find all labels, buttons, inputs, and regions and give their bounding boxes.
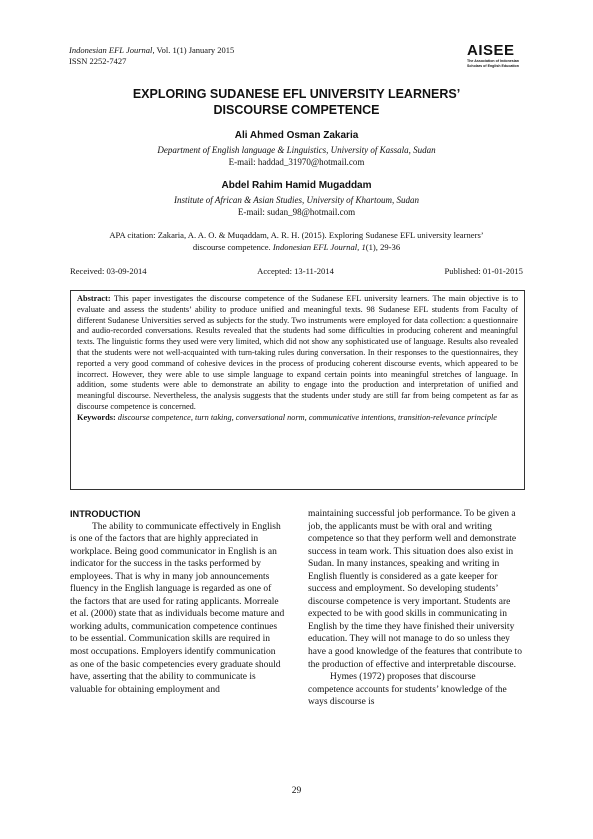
email-1: E-mail: haddad_31970@hotmail.com xyxy=(228,157,365,167)
abstract-label: Abstract: xyxy=(77,294,111,303)
journal-name: Indonesian EFL Journal xyxy=(69,45,153,55)
right-paragraph-1: maintaining successful job performance. To be given a job, the applicants must be with oral and writing competence so that they perform well and demonstrate success in team work. This situation does also exist in Sudan. In many instances, speaking and writing in English fluently is considered as a gate keeper for success and employment. So developing students’ discourse competence is very important. Students are expected to be with good skills in communicating in English by the time they have finished their university education. They will not manage to do so unless they have a good knowledge of the features that contribute to the production of effective and interpretable discourse. xyxy=(308,509,522,670)
right-paragraph-2: Hymes (1972) proposes that discourse competence accounts for students’ knowledge of the ways discourse is xyxy=(308,672,507,708)
logo-subtitle: The Association of Indonesian Scholars of English Education xyxy=(467,59,519,68)
right-column xyxy=(308,508,523,709)
affiliation-2: Institute of African & Asian Studies, University of Khartoum, Sudan xyxy=(174,195,419,205)
published-date: Published: 01-01-2015 xyxy=(444,266,523,276)
author-affiliation-2 xyxy=(70,194,523,218)
abstract-text: This paper investigates the discourse competence of the Sudanese EFL university learners. The main objective is to evaluate and assess the students’ ability to produce unified and meaningful texts. 98 Sudanese EFL students from Faculty of different Sudanese Universities served as subjects for the study. Two instruments were employed for data collection: a questionnaire and audio-recorded conversations. Results revealed that the students had some difficulties in producing coherent and meaningful texts. The linguistic forms they used were very limited, which did not show any sophisticated use of language. Results also revealed that the students were not well-acquainted with turn-taking rules during conversation. In their responses to the questionnaires, they reported a very good command of cohesive devices in the process of producing coherent discourse events, which appeared to be incorrect. However, they were able to use simple language to expand certain points into meaningful stretches of language. In addition, some students were able to demonstrate an ability to engage into the production and interpretation of unified and meaningful discourse. Nevertheless, the analysis suggests that the students under study are still far from being competent as far as discourse competence is concerned. xyxy=(77,294,518,411)
keywords xyxy=(77,413,518,424)
email-2: E-mail: sudan_98@hotmail.com xyxy=(237,207,356,217)
keywords-text: discourse competence, turn taking, conversational norm, communicative intentions, transition-relevance principle xyxy=(115,412,497,422)
publication-dates xyxy=(70,266,523,276)
left-column xyxy=(70,508,285,696)
page-number: 29 xyxy=(291,786,302,796)
apa-journal: Indonesian EFL Journal, 1 xyxy=(272,242,366,252)
author-name-1: Ali Ahmed Osman Zakaria xyxy=(234,130,359,141)
left-paragraph-1: The ability to communicate effectively in English is one of the factors that are highly appreciated in workplace. Being good communicator in English is an indicator for the success in the tasks performed by employees. That is why in many job announcements fluency in the English language is regarded as one of the factors that are used for rating applicants. Morreale et al. (2000) state that as individuals become mature and working adults, communication competence continues to be essential. Communication skills are required in most occupations. Employers identify communication as one of the basic competencies every graduate should have, asserting that the ability to communicate is valuable for obtaining employment and xyxy=(70,521,285,695)
journal-volume: , Vol. 1(1) January 2015 xyxy=(152,45,235,55)
abstract-box xyxy=(70,290,525,490)
logo-text: AISEE xyxy=(467,42,515,59)
title-line-2: DISCOURSE COMPETENCE xyxy=(213,103,380,117)
issn: ISSN 2252-7427 xyxy=(69,56,127,66)
apa-line-1: APA citation: Zakaria, A. A. O. & Muqaddam, A. R. H. (2015). Exploring Sudanese EFL university learners’ xyxy=(109,230,484,240)
keywords-label: Keywords: xyxy=(77,412,116,422)
title-line-1: EXPLORING SUDANESE EFL UNIVERSITY LEARNERS’ xyxy=(132,87,461,101)
received-date: Received: 03-09-2014 xyxy=(70,266,147,276)
abstract xyxy=(77,294,518,413)
apa-line-2-pre: discourse competence. xyxy=(192,242,273,252)
apa-line-2-post: (1), 29-36 xyxy=(365,242,401,252)
affiliation-1: Department of English language & Linguistics, University of Kassala, Sudan xyxy=(157,145,436,155)
paper-title xyxy=(70,86,523,118)
aisee-logo xyxy=(467,43,523,68)
apa-citation xyxy=(70,229,523,253)
accepted-date: Accepted: 13-11-2014 xyxy=(257,266,334,276)
author-name-2: Abdel Rahim Hamid Mugaddam xyxy=(221,180,372,191)
author-affiliation-1 xyxy=(70,144,523,168)
section-heading: INTRODUCTION xyxy=(70,509,141,519)
journal-header xyxy=(69,45,234,67)
